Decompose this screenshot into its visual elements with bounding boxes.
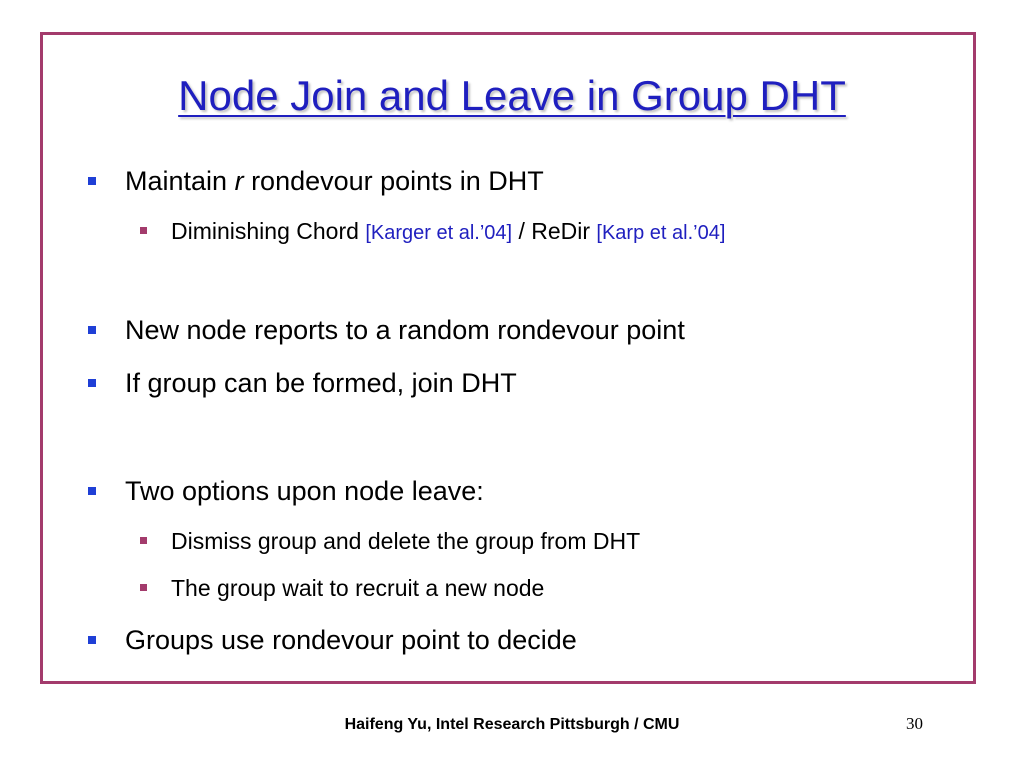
page-number: 30 (906, 714, 923, 733)
bullet-text-part: rondevour points in DHT (243, 166, 544, 196)
bullet-text (125, 166, 544, 196)
bullet-item (88, 474, 484, 508)
bullet-text-part: Maintain (125, 166, 235, 196)
bullet-item (88, 623, 577, 657)
sub-bullet-item (140, 573, 544, 603)
bullet-text-italic: r (234, 166, 244, 196)
bullet-square-icon (88, 177, 96, 185)
sub-bullet-square-icon (140, 537, 147, 544)
bullet-text: Groups use rondevour point to decide (125, 625, 577, 655)
sub-bullet-text-part: Diminishing Chord (171, 218, 366, 244)
bullet-item (88, 313, 685, 347)
footer-author: Haifeng Yu, Intel Research Pittsburgh / CMU (344, 716, 680, 733)
sub-bullet-text-part: / ReDir (512, 218, 597, 244)
sub-bullet-item (140, 216, 725, 248)
sub-bullet-item (140, 526, 640, 556)
sub-bullet-text (171, 218, 725, 244)
citation: [Karger et al.’04] (365, 222, 513, 244)
slide-title: Node Join and Leave in Group DHT (178, 72, 846, 119)
bullet-text: Two options upon node leave: (125, 476, 484, 506)
sub-bullet-square-icon (140, 227, 147, 234)
bullet-square-icon (88, 487, 96, 495)
bullet-text: New node reports to a random rondevour point (125, 315, 685, 345)
citation: [Karp et al.’04] (596, 222, 726, 244)
bullet-square-icon (88, 636, 96, 644)
bullet-square-icon (88, 326, 96, 334)
sub-bullet-square-icon (140, 584, 147, 591)
bullet-item (88, 366, 517, 400)
bullet-item (88, 164, 544, 198)
sub-bullet-text: Dismiss group and delete the group from DHT (171, 528, 641, 554)
bullet-square-icon (88, 379, 96, 387)
bullet-text: If group can be formed, join DHT (125, 368, 517, 398)
sub-bullet-text: The group wait to recruit a new node (171, 575, 545, 601)
